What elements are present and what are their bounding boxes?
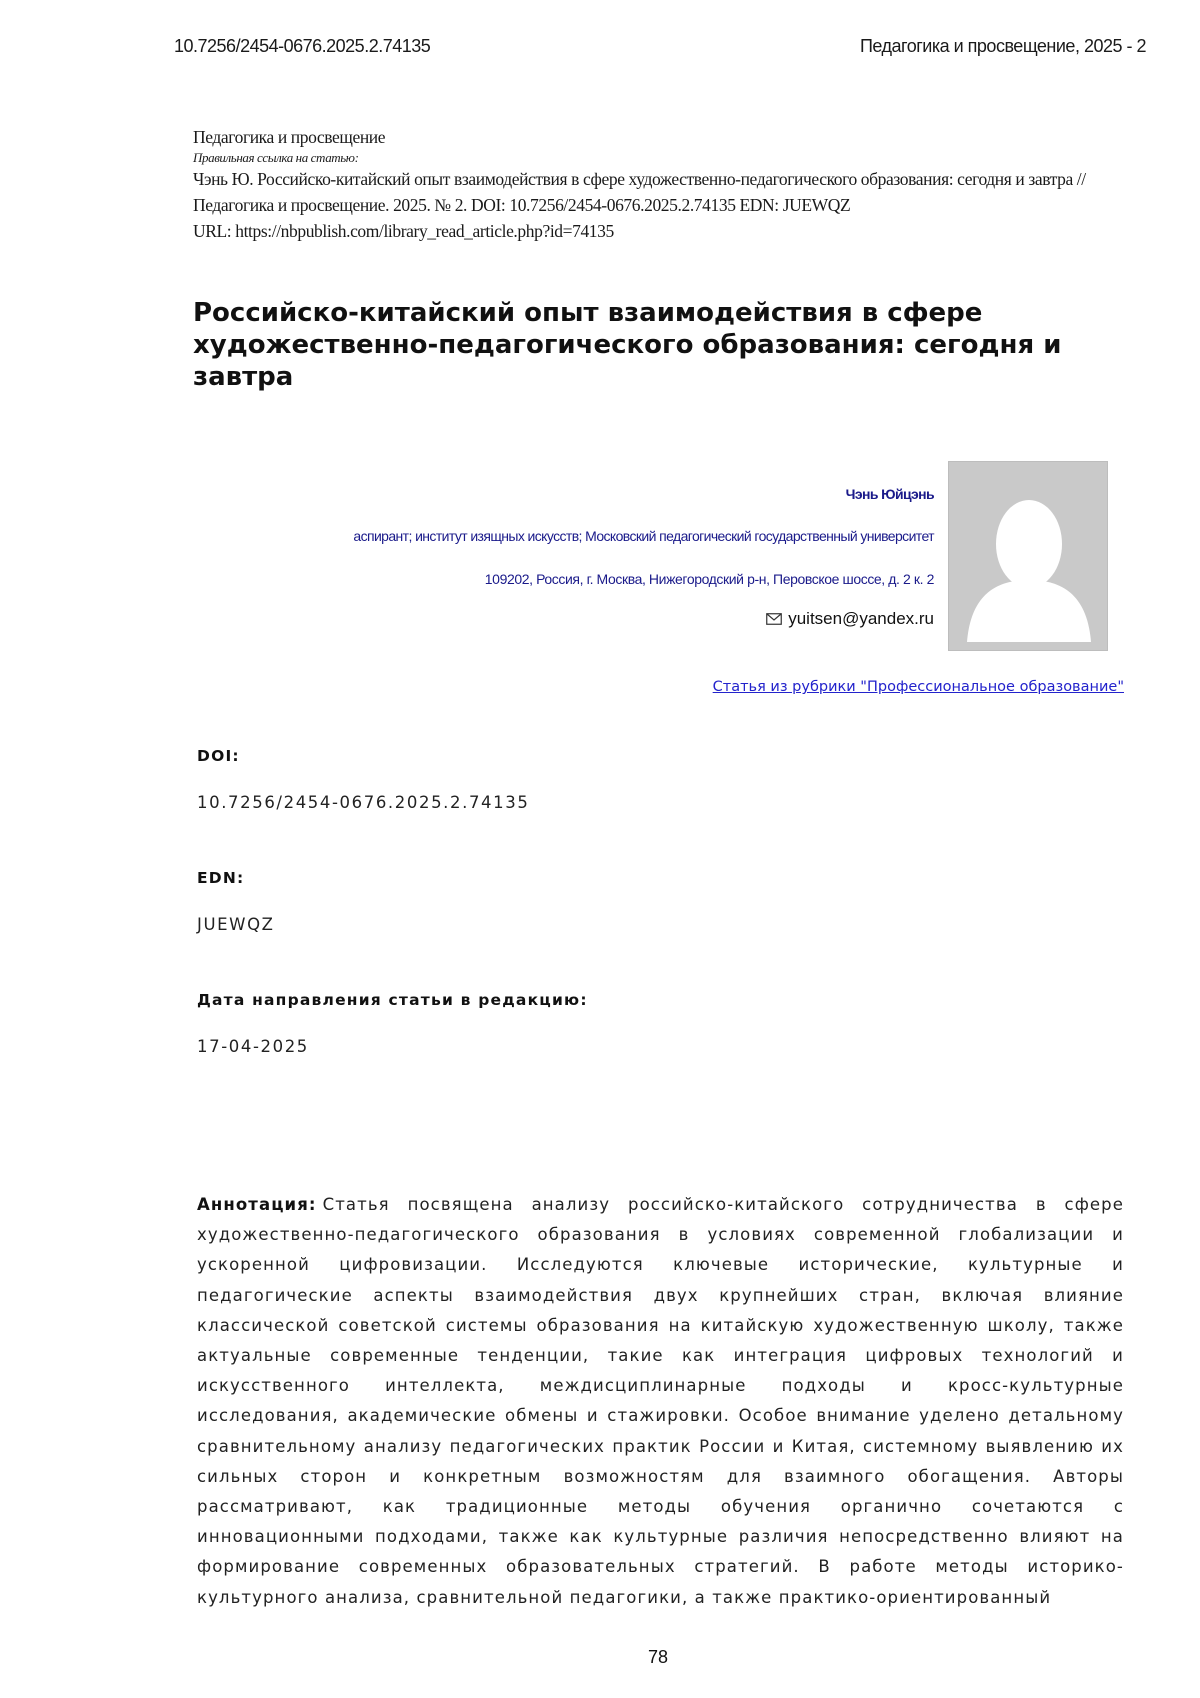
edn-field [197,869,275,934]
rubric-link[interactable]: Статья из рубрики "Профессиональное образование" [713,679,1124,695]
abstract-text: Статья посвящена анализу российско-китайского сотрудничества в сфере художественно-педагогического образования в условиях современной глобализации и ускоренной цифровизации. Исследуются ключевые исторические, культурные и педагогические аспекты взаимодействия двух крупнейших стран, включая влияние классической советской системы образования на китайскую художественную школу, также актуальные современные тенденции, такие как интеграция цифровых технологий и искусственного интеллекта, междисциплинарные подходы и кросс-культурные исследования, академические обмены и стажировки. Особое внимание уделено детальному сравнительному анализу педагогических практик России и Китая, системному выявлению их сильных сторон и конкретным возможностям для взаимного обогащения. Авторы рассматривают, как традиционные методы обучения органично сочетаются с инновационными подходами, также как культурные различия непосредственно влияют на формирование современных образовательных стратегий. В работе методы историко-культурного анализа, сравнительной педагогики, а также практико-ориентированный [197,1195,1124,1607]
page-number: 78 [0,1647,1200,1668]
citation-url[interactable]: URL: https://nbpublish.com/library_read_article.php?id=74135 [193,218,1113,244]
edn-value: JUEWQZ [197,915,275,934]
abstract [197,1190,1124,1613]
author-email[interactable]: yuitsen@yandex.ru [788,609,934,629]
header-doi: 10.7256/2454-0676.2025.2.74135 [174,36,430,57]
doi-label: DOI: [197,747,529,765]
citation-journal: Педагогика и просвещение [193,124,1113,150]
page-header [174,36,1146,57]
author-name[interactable]: Чэнь Юйцэнь [230,486,934,502]
avatar-placeholder-icon [949,462,1108,651]
doi-field [197,747,529,812]
author-affiliation: аспирант; институт изящных искусств; Московский педагогический государственный университет [230,528,934,544]
date-value: 17-04-2025 [197,1037,588,1056]
author-address: 109202, Россия, г. Москва, Нижегородский р-н, Перовское шоссе, д. 2 к. 2 [230,571,934,587]
citation-block [193,124,1113,244]
abstract-label: Аннотация: [197,1195,317,1214]
article-title: Российско-китайский опыт взаимодействия в сфере художественно-педагогического образования: сегодня и завтра [193,297,1133,393]
doi-value: 10.7256/2454-0676.2025.2.74135 [197,793,529,812]
date-field [197,991,588,1056]
citation-text: Чэнь Ю. Российско-китайский опыт взаимодействия в сфере художественно-педагогического образования: сегодня и завтра // Педагогика и просвещение. 2025. № 2. DOI: 10.7256/2454-0676.2025.2.74135 EDN: JUEWQZ [193,166,1113,218]
author-email-row[interactable] [230,609,934,629]
edn-label: EDN: [197,869,275,887]
header-journal-issue: Педагогика и просвещение, 2025 - 2 [860,36,1146,57]
citation-label: Правильная ссылка на статью: [193,150,1113,166]
date-label: Дата направления статьи в редакцию: [197,991,588,1009]
author-avatar [948,461,1108,651]
author-block [230,480,934,629]
envelope-icon [766,613,782,625]
